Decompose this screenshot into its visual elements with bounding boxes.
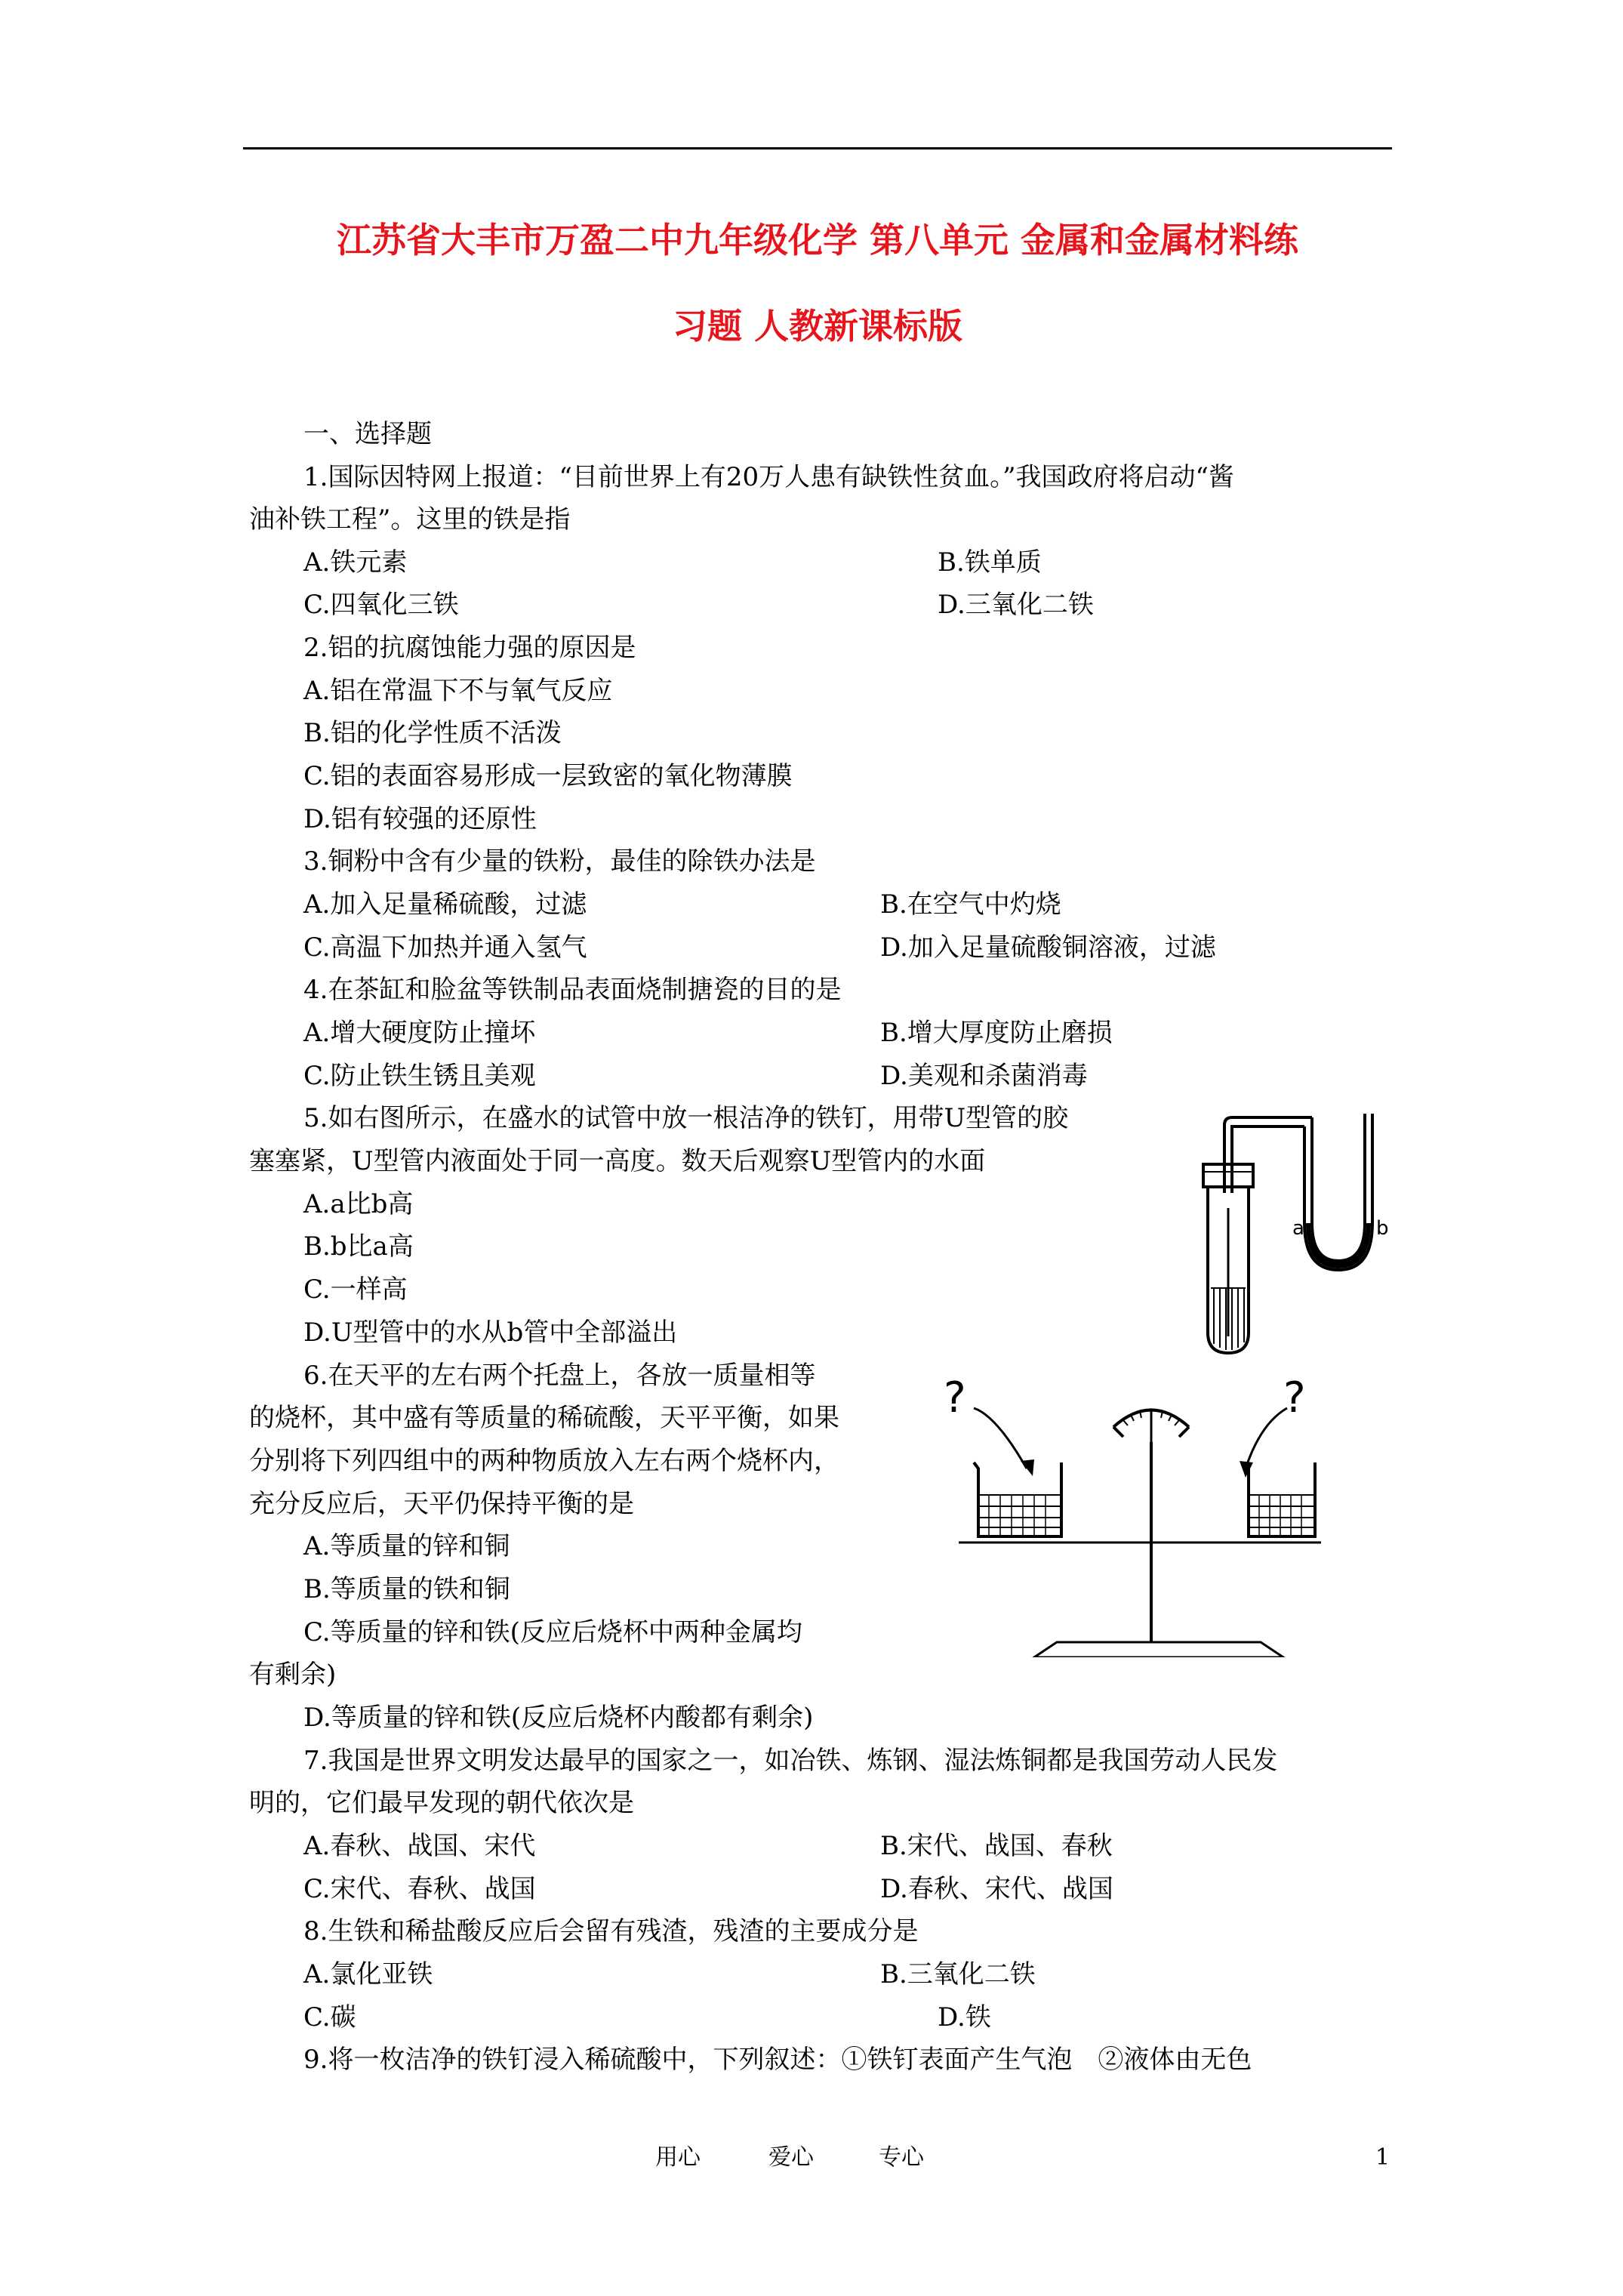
q7-option-d: D.春秋、宋代、战国 — [880, 1874, 1113, 1904]
q3-stem: 3.铜粉中含有少量的铁粉，最佳的除铁办法是 — [303, 846, 816, 877]
utube-label-b: b — [1376, 1217, 1389, 1240]
q8-option-b: B.三氧化二铁 — [880, 1959, 1036, 1989]
balance-question-mark-left: ? — [944, 1373, 966, 1422]
q6-stem-4: 充分反应后，天平仍保持平衡的是 — [249, 1489, 634, 1519]
q5-option-d: D.U型管中的水从b管中全部溢出 — [303, 1318, 678, 1348]
q8-stem: 8.生铁和稀盐酸反应后会留有残渣，残渣的主要成分是 — [303, 1916, 919, 1946]
q2-option-b: B.铝的化学性质不活泼 — [303, 718, 562, 748]
q4-option-a: A.增大硬度防止撞坏 — [303, 1018, 536, 1048]
q7-stem-1: 7.我国是世界文明发达最早的国家之一，如冶铁、炼钢、湿法炼铜都是我国劳动人民发 — [303, 1746, 1278, 1776]
q6-option-b: B.等质量的铁和铜 — [303, 1574, 510, 1604]
q7-option-c: C.宋代、春秋、战国 — [303, 1874, 536, 1904]
q4-option-d: D.美观和杀菌消毒 — [880, 1061, 1088, 1091]
q6-stem-2: 的烧杯，其中盛有等质量的稀硫酸，天平平衡，如果 — [249, 1403, 839, 1433]
q9-stem: 9.将一枚洁净的铁钉浸入稀硫酸中，下列叙述：①铁钉表面产生气泡 ②液体由无色 — [303, 2045, 1252, 2075]
q7-stem-2: 明的，它们最早发现的朝代依次是 — [249, 1788, 634, 1818]
q5-option-c: C.一样高 — [303, 1274, 408, 1305]
q6-stem-3: 分别将下列四组中的两种物质放入左右两个烧杯内， — [249, 1446, 839, 1476]
q7-option-a: A.春秋、战国、宋代 — [303, 1831, 536, 1861]
q1-option-d: D.三氧化二铁 — [938, 590, 1094, 620]
utube-apparatus-figure — [1178, 1110, 1404, 1367]
q4-stem: 4.在茶缸和脸盆等铁制品表面烧制搪瓷的目的是 — [303, 975, 842, 1005]
q3-option-d: D.加入足量硫酸铜溶液，过滤 — [880, 932, 1216, 963]
q5-option-b: B.b比a高 — [303, 1231, 414, 1262]
q7-option-b: B.宋代、战国、春秋 — [880, 1831, 1113, 1861]
q1-stem-2: 油补铁工程”。这里的铁是指 — [249, 504, 571, 535]
q5-stem-2: 塞塞紧，U型管内液面处于同一高度。数天后观察U型管内的水面 — [249, 1146, 986, 1176]
q4-option-c: C.防止铁生锈且美观 — [303, 1061, 536, 1091]
q4-option-b: B.增大厚度防止磨损 — [880, 1018, 1113, 1048]
q1-option-b: B.铁单质 — [938, 547, 1042, 578]
q5-option-a: A.a比b高 — [303, 1189, 414, 1219]
q8-option-c: C.碳 — [303, 2002, 356, 2032]
section-heading: 一、选择题 — [303, 419, 432, 449]
q2-option-a: A.铝在常温下不与氧气反应 — [303, 676, 613, 706]
q3-option-a: A.加入足量稀硫酸，过滤 — [303, 889, 587, 920]
q6-option-c-1: C.等质量的锌和铁(反应后烧杯中两种金属均 — [303, 1617, 802, 1647]
footer-text-2: 爱心 — [768, 2144, 814, 2171]
q6-option-c-2: 有剩余) — [249, 1660, 337, 1690]
q1-stem-1: 1.国际因特网上报道：“目前世界上有20万人患有缺铁性贫血。”我国政府将启动“酱 — [303, 462, 1234, 492]
q1-option-a: A.铁元素 — [303, 547, 408, 578]
footer-text-3: 专心 — [879, 2144, 924, 2171]
q3-option-b: B.在空气中灼烧 — [880, 889, 1061, 920]
q1-option-c: C.四氧化三铁 — [303, 590, 459, 620]
q6-option-a: A.等质量的锌和铜 — [303, 1531, 510, 1561]
q2-option-d: D.铝有较强的还原性 — [303, 804, 537, 834]
balance-figure — [929, 1355, 1321, 1657]
q8-option-d: D.铁 — [938, 2002, 991, 2032]
q2-option-c: C.铝的表面容易形成一层致密的氧化物薄膜 — [303, 761, 793, 791]
page-title-line1: 江苏省大丰市万盈二中九年级化学 第八单元 金属和金属材料练 — [336, 220, 1299, 260]
page-number: 1 — [1375, 2144, 1390, 2171]
footer-text-1: 用心 — [655, 2144, 701, 2171]
header-rule — [243, 147, 1392, 149]
utube-label-a: a — [1292, 1217, 1304, 1240]
q3-option-c: C.高温下加热并通入氢气 — [303, 932, 587, 963]
q8-option-a: A.氯化亚铁 — [303, 1959, 433, 1989]
q6-stem-1: 6.在天平的左右两个托盘上，各放一质量相等 — [303, 1361, 816, 1391]
q5-stem-1: 5.如右图所示，在盛水的试管中放一根洁净的铁钉，用带U型管的胶 — [303, 1103, 1069, 1133]
q2-stem: 2.铝的抗腐蚀能力强的原因是 — [303, 633, 636, 663]
q6-option-d: D.等质量的锌和铁(反应后烧杯内酸都有剩余) — [303, 1703, 814, 1733]
balance-question-mark-right: ? — [1283, 1373, 1306, 1422]
page-title-line2: 习题 人教新课标版 — [672, 306, 962, 347]
